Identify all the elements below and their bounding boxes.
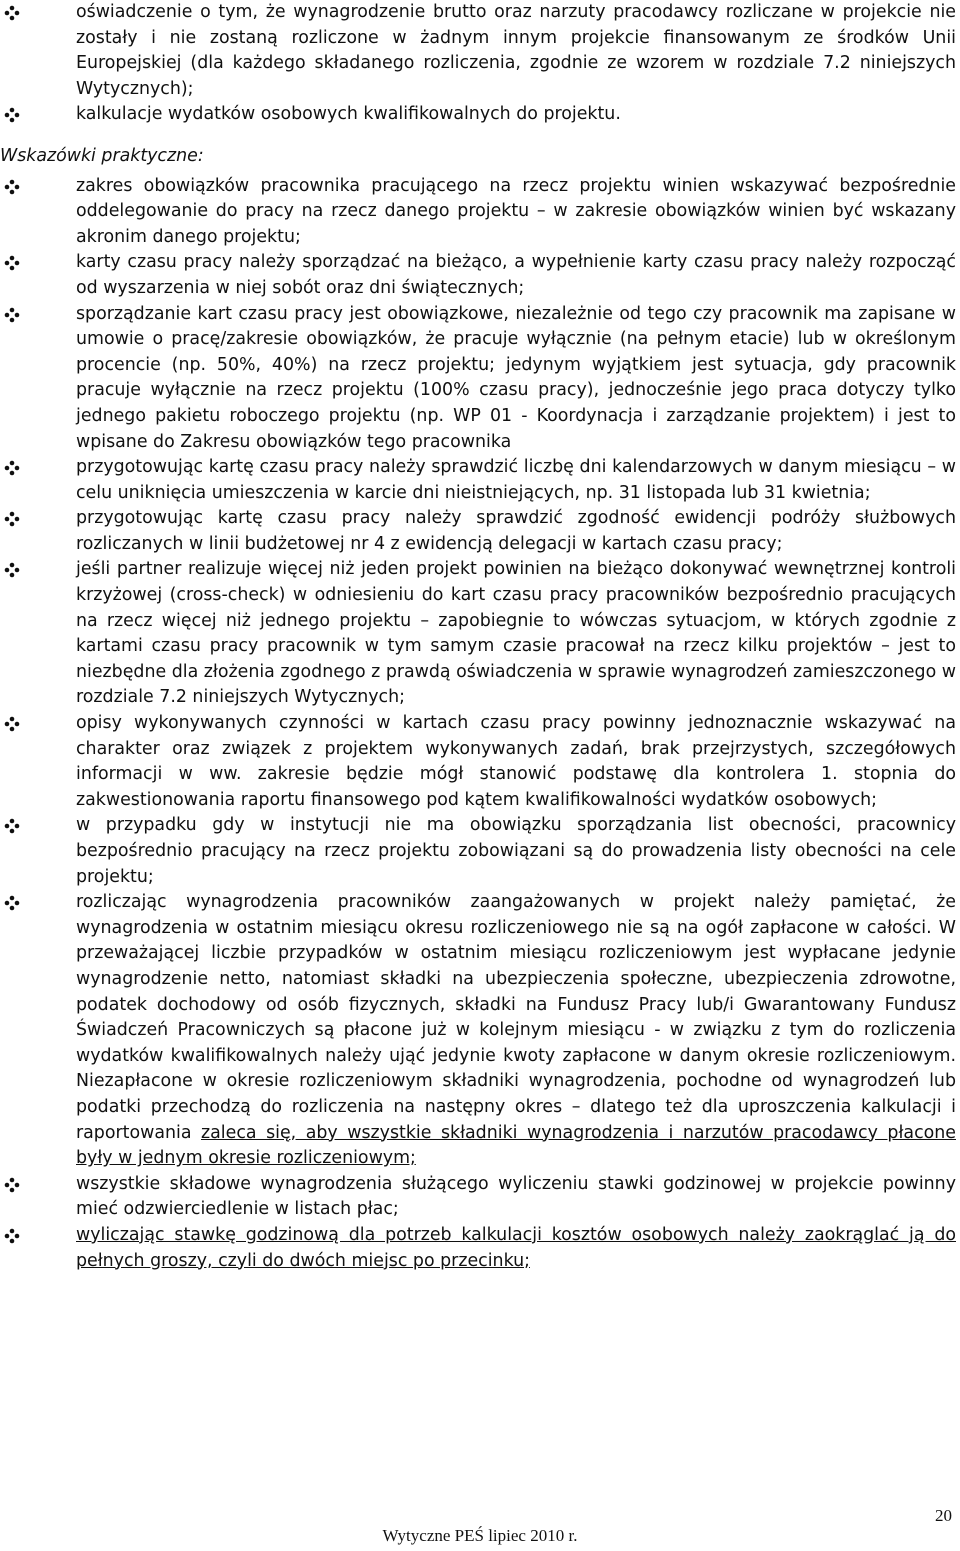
- list-item: [0, 302, 956, 456]
- attachment-list: [0, 0, 956, 128]
- list-item-text: wszystkie składowe wynagrodzenia służącego wyliczeniu stawki godzinowej w projekcie powinny mieć odzwierciedlenie w listach płac;: [76, 1173, 956, 1220]
- diamond-bullet-icon: [4, 895, 20, 911]
- section-heading: Wskazówki praktyczne:: [0, 145, 204, 166]
- list-item-text: przygotowując kartę czasu pracy należy sprawdzić zgodność ewidencji podróży służbowych rozliczanych w linii budżetowej nr 4 z ewidencją delegacji w kartach czasu pracy;: [76, 508, 956, 554]
- list-item: [0, 506, 956, 557]
- list-item: [0, 813, 956, 890]
- tips-list: [0, 174, 956, 1275]
- list-item-text: sporządzanie kart czasu pracy jest obowiązkowe, niezależnie od tego czy pracownik ma zapisane w umowie o pracę/zakresie obowiązków, że pracuje wyłącznie (na pełnym etacie) lub w określonym procencie (np. 50%, 40%) na rzecz projektu; jedynym wyjątkiem jest sytuacja, gdy pracownik pracuje wyłącznie na rzecz projektu (100% czasu pracy), jednocześnie jego praca dotyczy tylko jednego pakietu roboczego projektu (np. WP 01 - Koordynacja i zarządzanie projektem) i jest to wpisane do Zakresu obowiązków tego pracownika: [76, 303, 956, 452]
- diamond-bullet-icon: [4, 818, 20, 834]
- diamond-bullet-icon: [4, 307, 20, 323]
- list-item-text: kalkulacje wydatków osobowych kwalifikowalnych do projektu.: [76, 104, 621, 125]
- list-item-text: w przypadku gdy w instytucji nie ma obowiązku sporządzania list obecności, pracownicy bezpośrednio pracujący na rzecz projektu zobowiązani są do prowadzenia listy obecności na cele projektu;: [76, 815, 956, 887]
- list-item: [0, 1172, 956, 1223]
- list-item-text: rozliczając wynagrodzenia pracowników zaangażowanych w projekt należy pamiętać, że wynagrodzenia w ostatnim miesiącu okresu rozliczeniowego nie są na ogół zapłacone w całości. W przeważającej liczbie przypadków w ostatnim miesiącu rozliczeniowym jest wypłacane jedynie wynagrodzenie netto, natomiast składki na ubezpieczenia społeczne, ubezpieczenia zdrowotne, podatek dochodowy od osób fizycznych, składki na Fundusz Pracy lub/i Gwarantowany Fundusz Świadczeń Pracowniczych są płacone już w kolejnym miesiącu - w związku z tym do rozliczenia wydatków kwalifikowalnych należy ująć jedynie kwoty zapłacone w danym okresie rozliczeniowym. Niezapłacone w okresie rozliczeniowym składniki wynagrodzenia, pochodne od wynagrodzeń lub podatki przechodzą do rozliczenia na następny okres – dlatego też dla uproszczenia kalkulacji i raportowania: [76, 892, 956, 1143]
- page-footer: Wytyczne PEŚ lipiec 2010 r.: [382, 1526, 578, 1545]
- diamond-bullet-icon: [4, 255, 20, 271]
- list-item: [0, 890, 956, 1172]
- list-item-text: karty czasu pracy należy sporządzać na bieżąco, a wypełnienie karty czasu pracy należy rozpocząć od wyszarzenia w niej sobót oraz dni świątecznych;: [76, 252, 956, 298]
- list-item: [0, 1223, 956, 1274]
- diamond-bullet-icon: [4, 562, 20, 578]
- page-number: 20: [935, 1506, 952, 1525]
- list-item-text: wyliczając stawkę godzinową dla potrzeb kalkulacji kosztów osobowych należy zaokrąglać ją do pełnych groszy, czyli do dwóch miejsc po przecinku;: [76, 1224, 956, 1271]
- list-item-text: przygotowując kartę czasu pracy należy sprawdzić liczbę dni kalendarzowych w danym miesiącu – w celu uniknięcia umieszczenia w karcie dni nieistniejących, np. 31 listopada lub 31 kwietnia;: [76, 457, 956, 503]
- diamond-bullet-icon: [4, 511, 20, 527]
- diamond-bullet-icon: [4, 5, 20, 21]
- list-item-text: oświadczenie o tym, że wynagrodzenie brutto oraz narzuty pracodawcy rozliczane w projekcie nie zostały i nie zostaną rozliczone w żadnym innym projekcie finansowanym ze środków Unii Europejskiej (dla każdego składanego rozliczenia, zgodnie ze wzorem w rozdziale 7.2 niniejszych Wytycznych);: [76, 2, 956, 99]
- list-item: [0, 174, 956, 251]
- diamond-bullet-icon: [4, 1228, 20, 1244]
- list-item-text: jeśli partner realizuje więcej niż jeden projekt powinien na bieżąco dokonywać wewnętrznej kontroli krzyżowej (cross-check) w odniesieniu do kart czasu pracy pracowników bezpośrednio pracujących na rzecz więcej niż jednego projektu – zapobiegnie to wówczas sytuacjom, w których zgodnie z kartami czasu pracy pracownik w tym samym czasie pracował na rzecz kilku projektów – jest to niezbędne dla złożenia zgodnego z prawdą oświadczenia w sprawie wynagrodzeń zamieszczonego w rozdziale 7.2 niniejszych Wytycznych;: [76, 559, 956, 708]
- list-item: [0, 102, 956, 128]
- list-item: [0, 250, 956, 301]
- diamond-bullet-icon: [4, 1177, 20, 1193]
- diamond-bullet-icon: [4, 460, 20, 476]
- list-item: [0, 557, 956, 711]
- diamond-bullet-icon: [4, 107, 20, 123]
- list-item-text: opisy wykonywanych czynności w kartach czasu pracy powinny jednoznacznie wskazywać na charakter oraz związek z projektem wykonywanych zadań, brak przejrzystych, szczegółowych informacji w ww. zakresie będzie mógł stanowić podstawę dla kontrolera 1. stopnia do zakwestionowania raportu finansowego pod kątem kwalifikowalności wydatków osobowych;: [76, 713, 956, 810]
- list-item-text: zakres obowiązków pracownika pracującego na rzecz projektu winien wskazywać bezpośrednie oddelegowanie do pracy na rzecz danego projektu – w zakresie obowiązków winien być wskazany akronim danego projektu;: [76, 175, 956, 247]
- list-item: [0, 455, 956, 506]
- list-item: [0, 0, 956, 102]
- list-item: [0, 711, 956, 813]
- diamond-bullet-icon: [4, 716, 20, 732]
- diamond-bullet-icon: [4, 179, 20, 195]
- underlined-recommendation: zaleca się, aby wszystkie składniki wynagrodzenia i narzutów pracodawcy płacone były w jednym okresie rozliczeniowym;: [76, 1122, 956, 1169]
